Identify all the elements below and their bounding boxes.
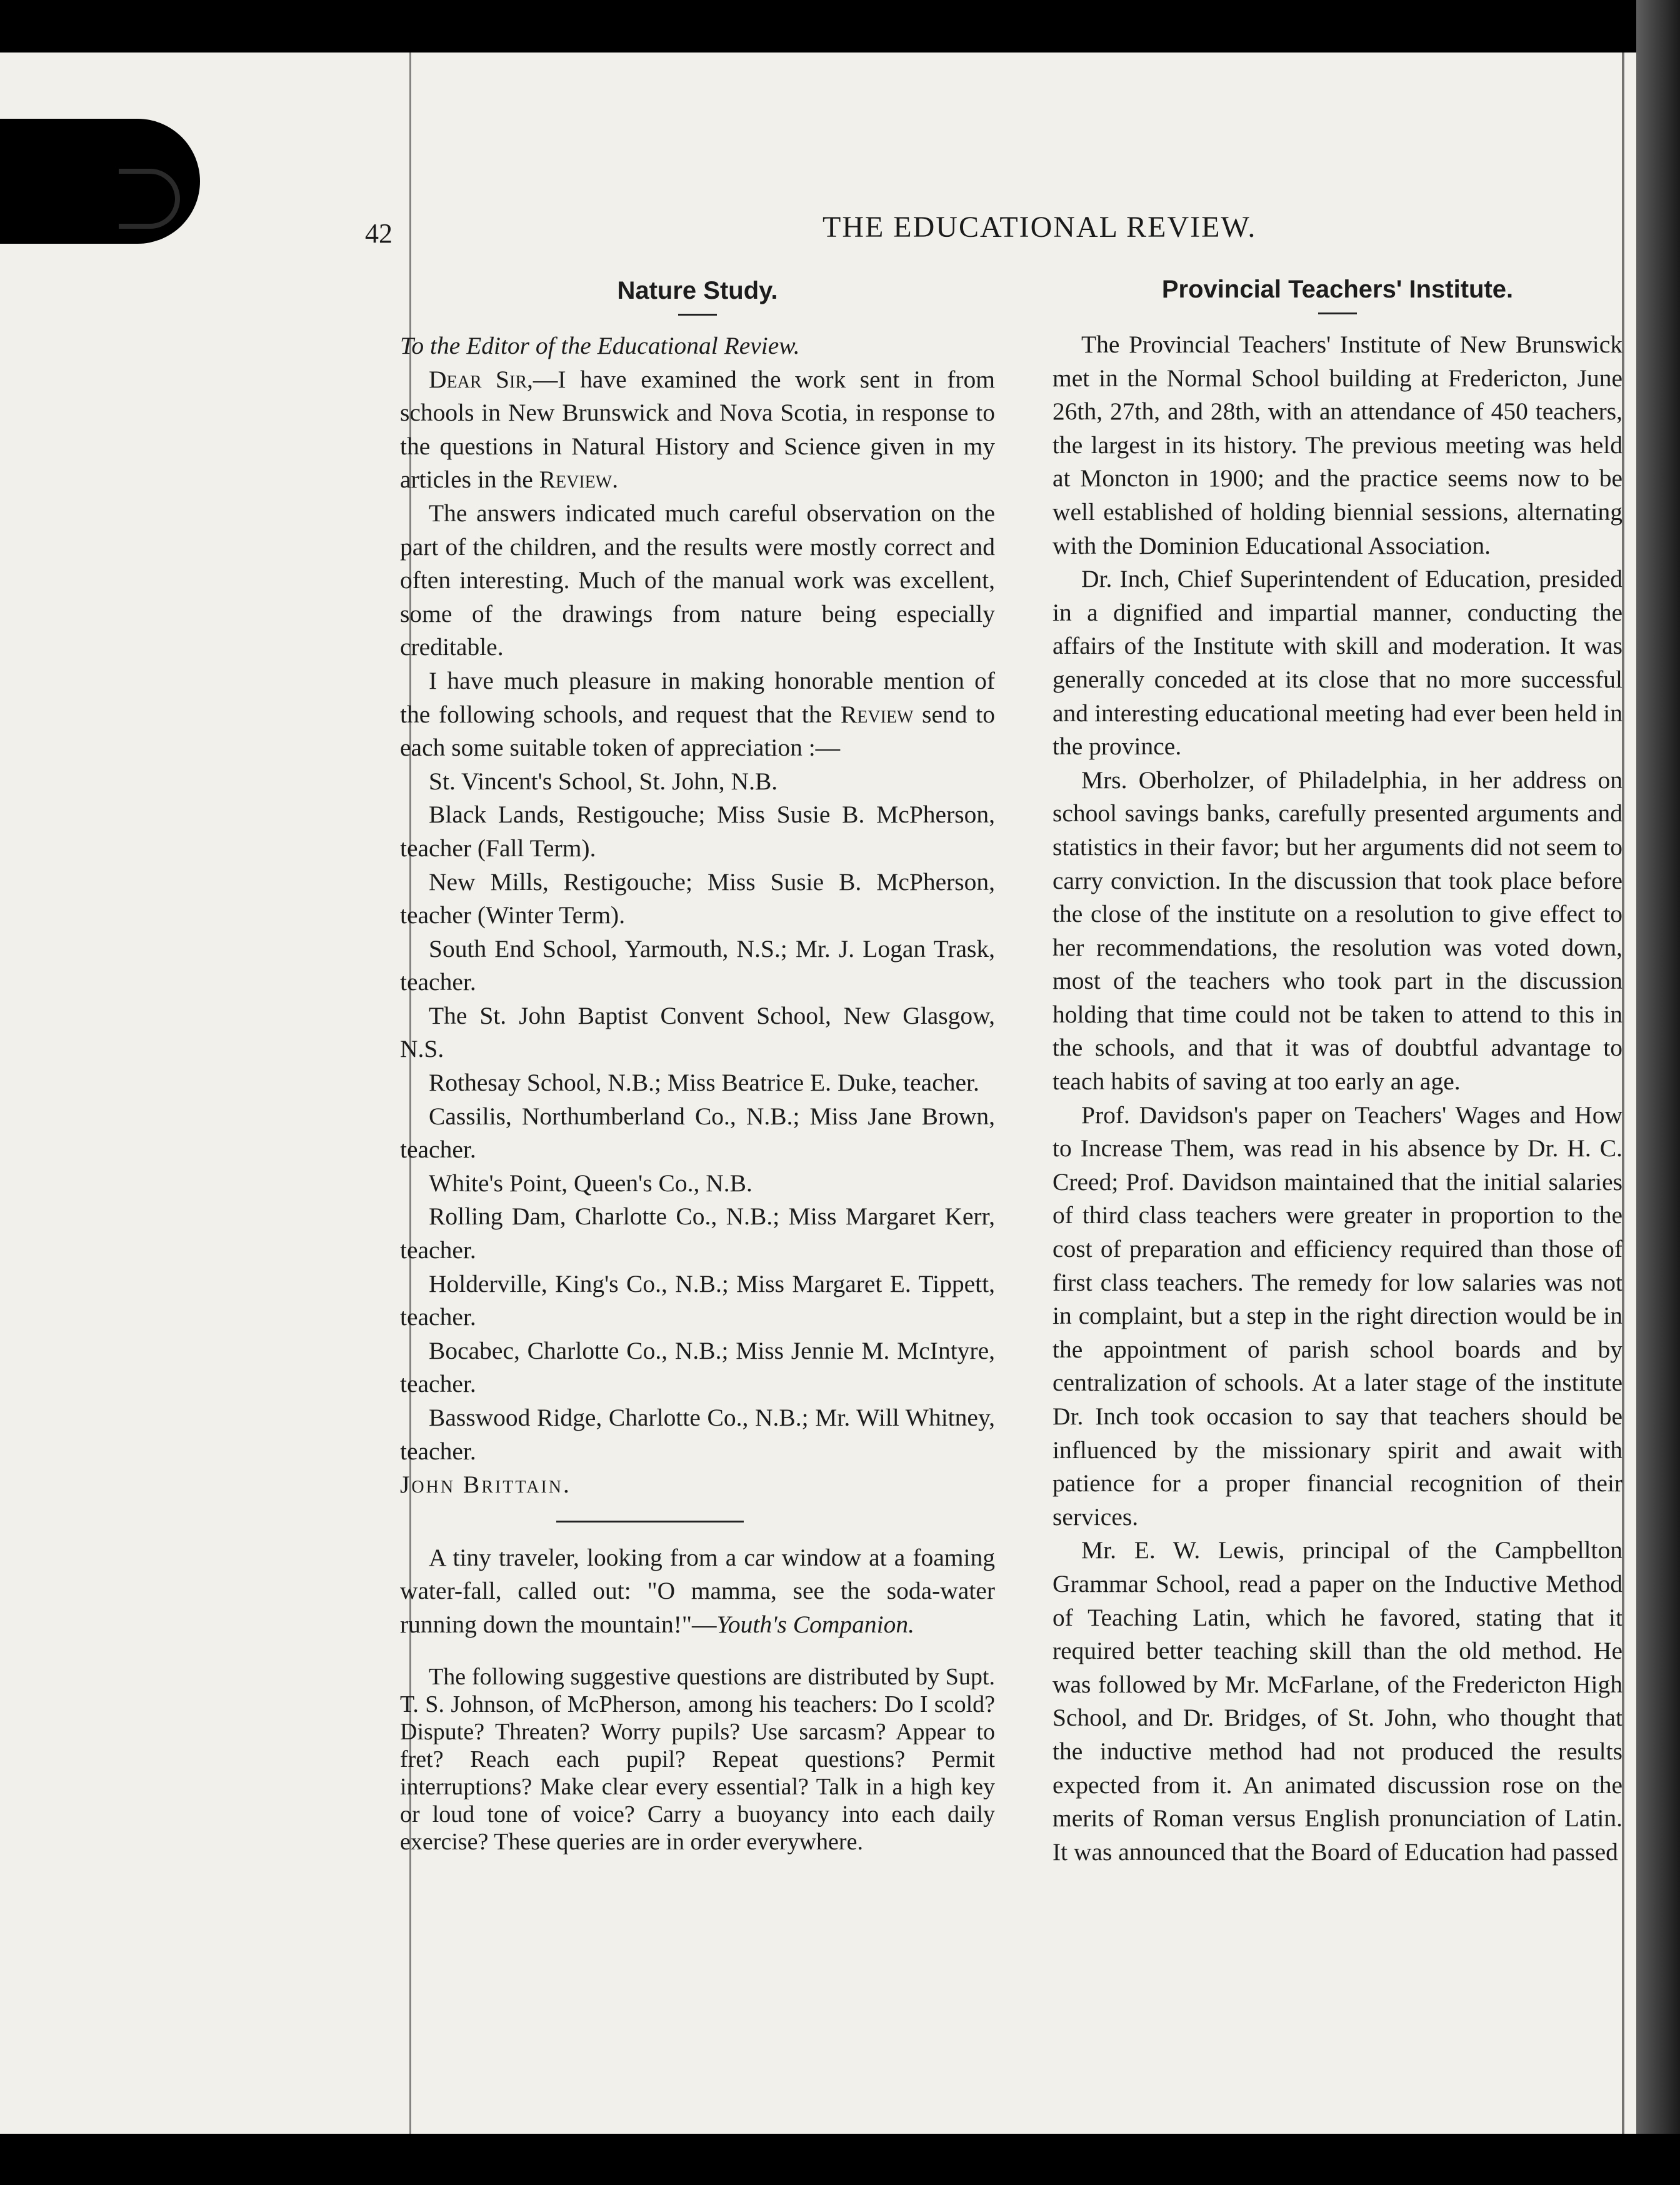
institute-para: The Provincial Teachers' Institute of New Brunswick met in the Normal School building at Fredericton, June 26th, 27th, and 28th, with an attendance of 450 teachers, the largest in its history. The previous meeting was held at Moncton in 1900; and the practice seems now to be well established of holding biennial sessions, alternating with the Dominion Educational Association. — [1052, 331, 1622, 559]
school-item: Rolling Dam, Charlotte Co., N.B.; Miss Margaret Kerr, teacher. — [400, 1202, 995, 1264]
school-item: New Mills, Restigouche; Miss Susie B. McPherson, teacher (Winter Term). — [400, 868, 995, 929]
school-item: Rothesay School, N.B.; Miss Beatrice E. Duke, teacher. — [429, 1069, 979, 1097]
salutation: To the Editor of the Educational Review. — [400, 332, 800, 359]
scan-bottom-edge — [0, 2134, 1680, 2185]
binder-clip-ring-icon — [119, 169, 180, 229]
title-rule — [678, 314, 717, 316]
dear-sir: Dear Sir, — [429, 365, 533, 393]
page-number: 42 — [365, 218, 392, 249]
institute-para: Mr. E. W. Lewis, principal of the Campbellton Grammar School, read a paper on the Inductive Method of Teaching Latin, which he favored, stating that it required better teaching skill than the old method. He was followed by Mr. McFarlane, of the Fredericton High School, and Dr. Bridges, of St. John, who thought that the inductive method had not produced the results expected from it. An animated discussion rose on the merits of Roman versus English pronunciation of Latin. It was announced that the Board of Education had passed — [1052, 1536, 1622, 1866]
nature-study-title: Nature Study. — [617, 277, 778, 304]
school-item: Basswood Ridge, Charlotte Co., N.B.; Mr. Will Whitney, teacher. — [400, 1404, 995, 1465]
tiny-traveler-anecdote: A tiny traveler, looking from a car window at a foaming water-fall, called out: "O mamma, see the soda-water running down the mountain!"—Youth's Companion. — [400, 1543, 995, 1638]
signature: John Brittain. — [400, 1471, 571, 1499]
running-head: THE EDUCATIONAL REVIEW. — [822, 211, 1257, 244]
school-item: South End School, Yarmouth, N.S.; Mr. J. Logan Trask, teacher. — [400, 934, 995, 996]
right-column — [1052, 274, 1622, 1869]
school-item: The St. John Baptist Convent School, New Glasgow, N.S. — [400, 1001, 995, 1063]
institute-para: Mrs. Oberholzer, of Philadelphia, in her address on school savings banks, carefully presented arguments and statistics in their favor; but her arguments did not seem to carry conviction. In the discussion that took place before the close of the institute on a resolution to give effect to her recommendations, the resolution was voted down, most of the teachers who took part in the discussion holding that time could not be taken to attend to this in the schools, and that it was of doubtful advantage to teach habits of saving at too early an age. — [1052, 766, 1622, 1096]
school-item: St. Vincent's School, St. John, N.B. — [429, 767, 778, 795]
institute-para: Dr. Inch, Chief Superintendent of Education, presided in a dignified and impartial manner, conducting the affairs of the Institute with skill and moderation. It was generally conceded at its close that no more successful and interesting educational meeting had ever been held in the province. — [1052, 565, 1622, 761]
title-rule — [1318, 312, 1357, 314]
school-item: White's Point, Queen's Co., N.B. — [429, 1169, 752, 1197]
school-item: Black Lands, Restigouche; Miss Susie B. McPherson, teacher (Fall Term). — [400, 801, 995, 862]
letter-para-1: Dear Sir,—I have examined the work sent in from schools in New Brunswick and Nova Scotia, in response to the questions in Natural History and Science given in my articles in the Review. — [400, 365, 995, 494]
suggestive-questions: The following suggestive questions are distributed by Supt. T. S. Johnson, of McPherson, among his teachers: Do I scold? Dispute? Threaten? Worry pupils? Use sarcasm? Appear to fret? Reach each pupil? Repeat questions? Permit interruptions? Make clear every essential? Talk in a high key or loud tone of voice? Carry a buoyancy into each daily exercise? These queries are in order everywhere. — [400, 1663, 995, 1855]
school-item: Holderville, King's Co., N.B.; Miss Margaret E. Tippett, teacher. — [400, 1269, 995, 1331]
letter-para-2: The answers indicated much careful observation on the part of the children, and the results were mostly correct and often interesting. Much of the manual work was excellent, some of the drawings from nature being especially creditable. — [400, 499, 995, 661]
school-item: Bocabec, Charlotte Co., N.B.; Miss Jennie M. McIntyre, teacher. — [400, 1336, 995, 1398]
left-column — [400, 275, 995, 1856]
letter-para-3: I have much pleasure in making honorable mention of the following schools, and request that the Review send to each some suitable token of appreciation :— — [400, 666, 996, 762]
institute-para: Prof. Davidson's paper on Teachers' Wages and How to Increase Them, was read in his absence by Dr. H. C. Creed; Prof. Davidson maintained that the initial salaries of third class teachers were greater in proportion to the cost of preparation and efficiency required than those of first class teachers. The remedy for low salaries was not in complaint, but a step in the right direction would be in the appointment of parish school boards and by centralization of schools. At a later stage of the institute Dr. Inch took occasion to say that teachers should be influenced by the missionary spirit and await with patience for a proper financial recognition of their services. — [1052, 1101, 1622, 1531]
section-rule — [556, 1521, 744, 1522]
scan-right-edge — [1636, 0, 1680, 2185]
institute-title: Provincial Teachers' Institute. — [1161, 276, 1514, 303]
school-item: Cassilis, Northumberland Co., N.B.; Miss Jane Brown, teacher. — [400, 1102, 995, 1164]
anecdote-source: Youth's Companion. — [716, 1610, 915, 1638]
